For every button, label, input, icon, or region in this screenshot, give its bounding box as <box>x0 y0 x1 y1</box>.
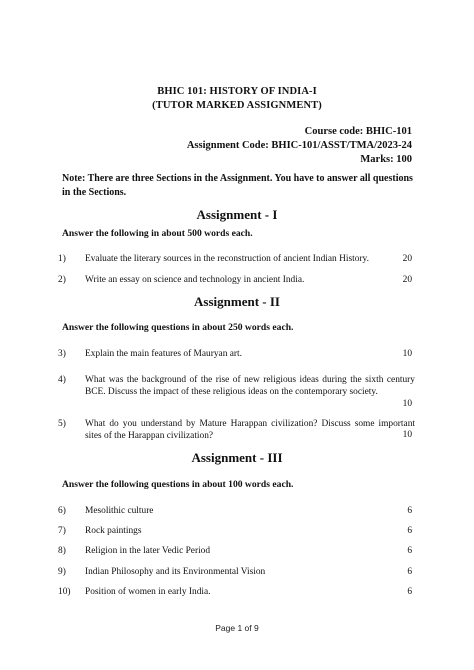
question-marks: 6 <box>407 506 412 516</box>
section-instruction-1: Answer the following in about 500 words each. <box>62 228 253 239</box>
question-marks: 10 <box>402 399 412 409</box>
question-text: Write an essay on science and technology in ancient India. <box>85 275 305 285</box>
question-number: 5) <box>58 419 66 429</box>
question-text: Religion in the later Vedic Period <box>85 546 211 556</box>
question-number: 4) <box>58 375 66 385</box>
question-marks: 20 <box>402 254 412 264</box>
document-subtitle: (TUTOR MARKED ASSIGNMENT) <box>152 100 322 111</box>
question-marks: 20 <box>402 275 412 285</box>
question-marks: 6 <box>407 526 412 536</box>
question-text: Rock paintings <box>85 526 142 536</box>
question-text: Evaluate the literary sources in the reconstruction of ancient Indian History. <box>85 254 369 264</box>
section-heading-3: Assignment - III <box>191 450 283 465</box>
question-marks: 10 <box>402 430 412 440</box>
section-heading-1: Assignment - I <box>196 207 278 222</box>
assignment-code: Assignment Code: BHIC-101/ASST/TMA/2023-24 <box>186 140 412 151</box>
document-title: BHIC 101: HISTORY OF INDIA-I <box>157 86 317 97</box>
course-code: Course code: BHIC-101 <box>304 126 412 137</box>
question-text: Indian Philosophy and its Environmental Vision <box>85 567 266 577</box>
question-number: 1) <box>58 254 66 264</box>
total-marks: Marks: 100 <box>360 154 412 165</box>
question-marks: 6 <box>407 567 412 577</box>
section-instruction-2: Answer the following questions in about 250 words each. <box>62 322 294 333</box>
question-number: 6) <box>58 506 66 516</box>
section-heading-2: Assignment - II <box>194 294 280 309</box>
note-paragraph: Note: There are three Sections in the Assignment. You have to answer all questions in the Sections. <box>62 173 413 198</box>
question-text: What do you understand by Mature Harappan civilization? Discuss some important sites of the Harappan civilization? <box>85 419 415 441</box>
question-number: 8) <box>58 546 66 556</box>
question-text: Position of women in early India. <box>85 587 211 597</box>
question-marks: 6 <box>407 587 412 597</box>
section-instruction-3: Answer the following questions in about 100 words each. <box>62 479 294 490</box>
question-number: 10) <box>58 587 71 597</box>
question-number: 3) <box>58 349 66 359</box>
question-text: Explain the main features of Mauryan art. <box>85 349 242 359</box>
question-marks: 6 <box>407 546 412 556</box>
question-text: What was the background of the rise of new religious ideas during the sixth century BCE. Discuss the impact of these religious ideas on the contemporary society. <box>85 375 415 397</box>
page-number-footer: Page 1 of 9 <box>215 623 259 633</box>
question-number: 7) <box>58 526 66 536</box>
question-number: 2) <box>58 275 66 285</box>
question-marks: 10 <box>402 349 412 359</box>
question-text: Mesolithic culture <box>85 506 154 516</box>
question-number: 9) <box>58 567 66 577</box>
